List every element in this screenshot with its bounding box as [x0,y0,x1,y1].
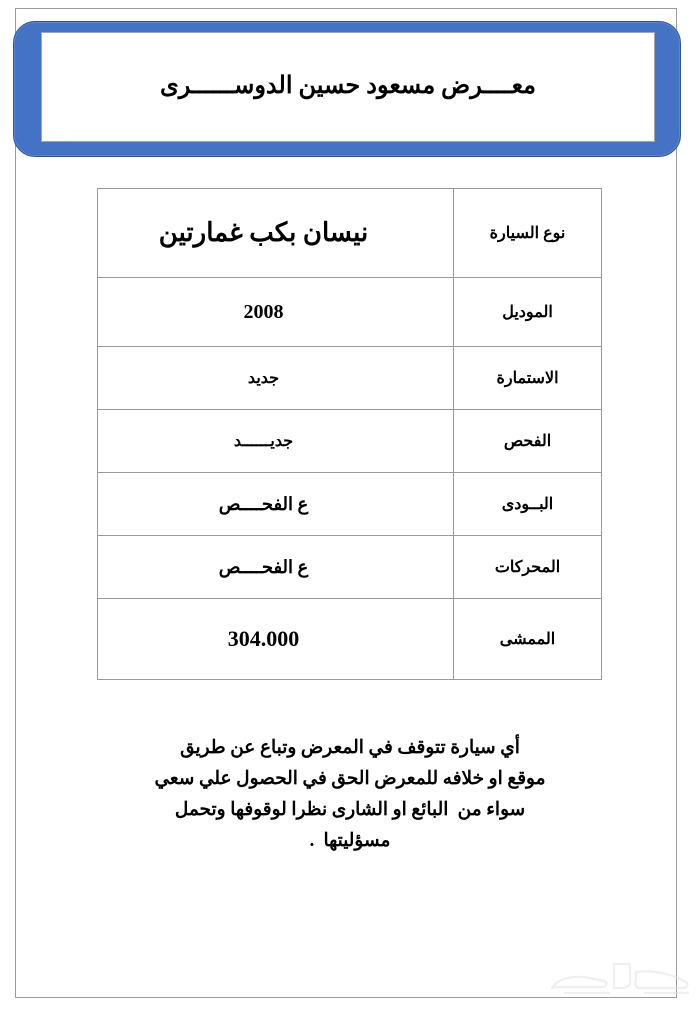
disclaimer-line-2: موقع او خلافه للمعرض الحق في الحصول علي سعي [154,769,546,789]
vehicle-spec-table [97,188,602,680]
spec-value-body [98,473,454,536]
spec-value-mileage [98,599,454,680]
table-row [98,347,602,410]
table-row [98,410,602,473]
header-title-box [41,32,655,142]
table-row [98,599,602,680]
table-row [98,536,602,599]
spec-value-body-text: ع الفحــــص [218,493,309,514]
spec-value-registration-text: جديد [247,370,280,387]
table-row [98,278,602,347]
spec-value-model [98,278,454,347]
page-title: معــــرض مسعود حسين الدوســــــرى [160,72,536,99]
spec-value-car-type [98,189,454,278]
spec-value-engine [98,536,454,599]
spec-value-inspection [98,410,454,473]
spec-value-model-text: 2008 [243,300,284,323]
spec-value-car-type-text: نيسان بكب غمارتين [158,218,369,247]
header-blue-frame [13,21,681,157]
disclaimer-line-4: مسؤليتها . [309,831,391,851]
spec-value-engine-text: ع الفحــــص [218,556,309,577]
table-row [98,473,602,536]
spec-label-inspection: الفحص [454,410,602,473]
spec-label-mileage: الممشى [454,599,602,680]
spec-label-body: البــودى [454,473,602,536]
spec-value-mileage-text: 304.000 [227,626,300,651]
spec-label-car-type: نوع السيارة [454,189,602,278]
spec-label-registration: الاستمارة [454,347,602,410]
disclaimer-paragraph [120,733,580,857]
spec-label-engine: المحركات [454,536,602,599]
disclaimer-line-1: أي سيارة تتوقف في المعرض وتباع عن طريق [180,738,520,758]
spec-value-inspection-text: جديــــــد [233,433,294,450]
syarah-logo-watermark-icon [544,948,694,1004]
table-row [98,189,602,278]
spec-label-model: الموديل [454,278,602,347]
disclaimer-line-3: سواء من البائع او الشارى نظرا لوقوفها وتحمل [174,800,526,820]
spec-value-registration [98,347,454,410]
